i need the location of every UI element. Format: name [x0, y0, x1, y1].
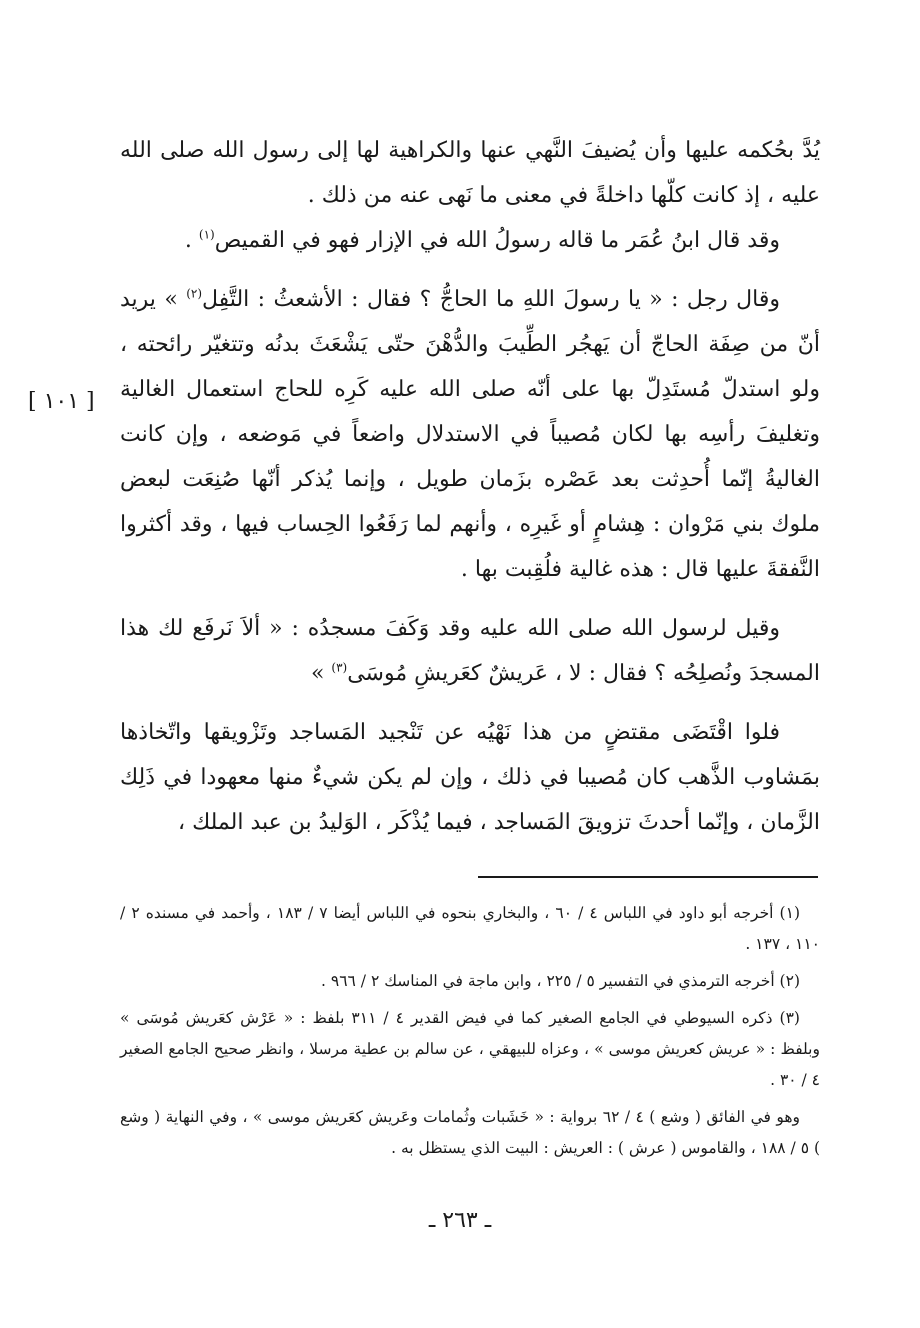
paragraph-4-text: وقيل لرسول الله صلى الله عليه وقد وَكَفَ مسجدُه : « ألاَ نَرفَع لك هذا المسجدَ ونُصلِحُه ؟ فقال : لا ، عَريشٌ كعَريشِ مُوسَى: [120, 616, 820, 686]
paragraph-1: [120, 128, 820, 218]
footnote-ref-1: (١): [198, 227, 215, 242]
paragraph-3: [120, 277, 820, 592]
paragraph-4-end: »: [310, 661, 332, 686]
footnotes: [120, 898, 820, 1170]
paragraph-5-text: فلوا اقْتَضَى مقتضٍ من هذا نَهْيُه عن تَنْجيد المَساجد وتَزْويقها واتّخاذها بمَشاوب الذَّهب كان مُصيبا في ذلك ، وإن لم يكن شيءٌ منها معهودا في ذَلِك الزَّمان ، وإنّما أحدثَ تزويقَ المَساجد ، فيما يُذْكَر ، الوَليدُ بن عبد الملك ،: [120, 720, 820, 835]
footnote-ref-3: (٣): [331, 660, 348, 675]
paragraph-3-text-a: وقال رجل : « يا رسولَ اللهِ ما الحاجُّ ؟ فقال : الأشعثُ : التَّفِل: [202, 287, 780, 312]
paragraph-2-text: وقد قال ابنُ عُمَر ما قاله رسولُ الله في الإزار فهو في القميص: [214, 228, 780, 253]
paragraph-2-end: .: [184, 228, 199, 253]
margin-page-reference: [ ١٠١ ]: [28, 389, 95, 414]
main-text: [120, 128, 820, 845]
footnote-3-continuation: وهو في الفائق ( وشع ) ٤ / ٦٢ برواية : « خَشَبات وثُمامات وعَريش كعَريش موسى » ، وفي النهاية ( وشع ) ٥ / ١٨٨ ، والقاموس ( عرش ) : العريش : البيت الذي يستظل به .: [120, 1108, 820, 1157]
footnote-ref-2: (٢): [186, 286, 203, 301]
paragraph-1-text: يُدَّ بحُكمه عليها وأن يُضيفَ النَّهي عنها والكراهية لها إلى رسول الله صلى الله عليه ، إذ كانت كلّها داخلةً في معنى ما نَهى عنه من ذلك .: [120, 138, 820, 208]
page-number: ـ ٢٦٣ ـ: [428, 1208, 492, 1233]
paragraph-4: [120, 606, 820, 696]
paragraph-5: [120, 710, 820, 845]
footnote-divider: [478, 876, 818, 878]
paragraph-2: [120, 218, 820, 263]
footnote-2: (٢) أخرجه الترمذي في التفسير ٥ / ٢٢٥ ، وابن ماجة في المناسك ٢ / ٩٦٦ .: [321, 972, 800, 990]
footnote-3: (٣) ذكره السيوطي في الجامع الصغير كما في فيض القدير ٤ / ٣١١ بلفظ : « عَرْش كعَريش مُوسَى » وبلفظ : « عريش كعريش موسى » ، وعزاه للبيهقي ، عن سالم بن عطية مرسلا ، وانظر صحيح الجامع الصغير ٤ / ٣٠ .: [120, 1009, 820, 1089]
footnote-1: (١) أخرجه أبو داود في اللباس ٤ / ٦٠ ، والبخاري بنحوه في اللباس أيضا ٧ / ١٨٣ ، وأحمد في مسنده ٢ / ١١٠ ، ١٣٧ .: [120, 904, 820, 953]
paragraph-3-text-b: » يريد أنّ من صِفَة الحاجّ أن يَهجُر الطِّيبَ والدُّهْنَ حتّى يَشْعَثَ بدنُه وتتغيّر رائحته ، ولو استدلّ مُستَدِلّ بها على أنّه صلى الله عليه كَرِه للحاج استعمال الغالية وتغليفَ رأسِه بها لكان مُصيباً في الاستدلال واضعاً في مَوضعه ، وإن كانت الغاليةُ إنّما أُحدِثت بعد عَصْره بزَمان طويل ، وإنما يُذكر أنّها صُنِعَت لبعض ملوك بني مَرْوان : هِشامٍ أو غَيرِه ، وأنهم لما رَفَعُوا الحِساب فيها ، وقد أكثروا النَّفقةَ عليها قال : هذه غالية فلُقِبت بها .: [120, 287, 820, 582]
